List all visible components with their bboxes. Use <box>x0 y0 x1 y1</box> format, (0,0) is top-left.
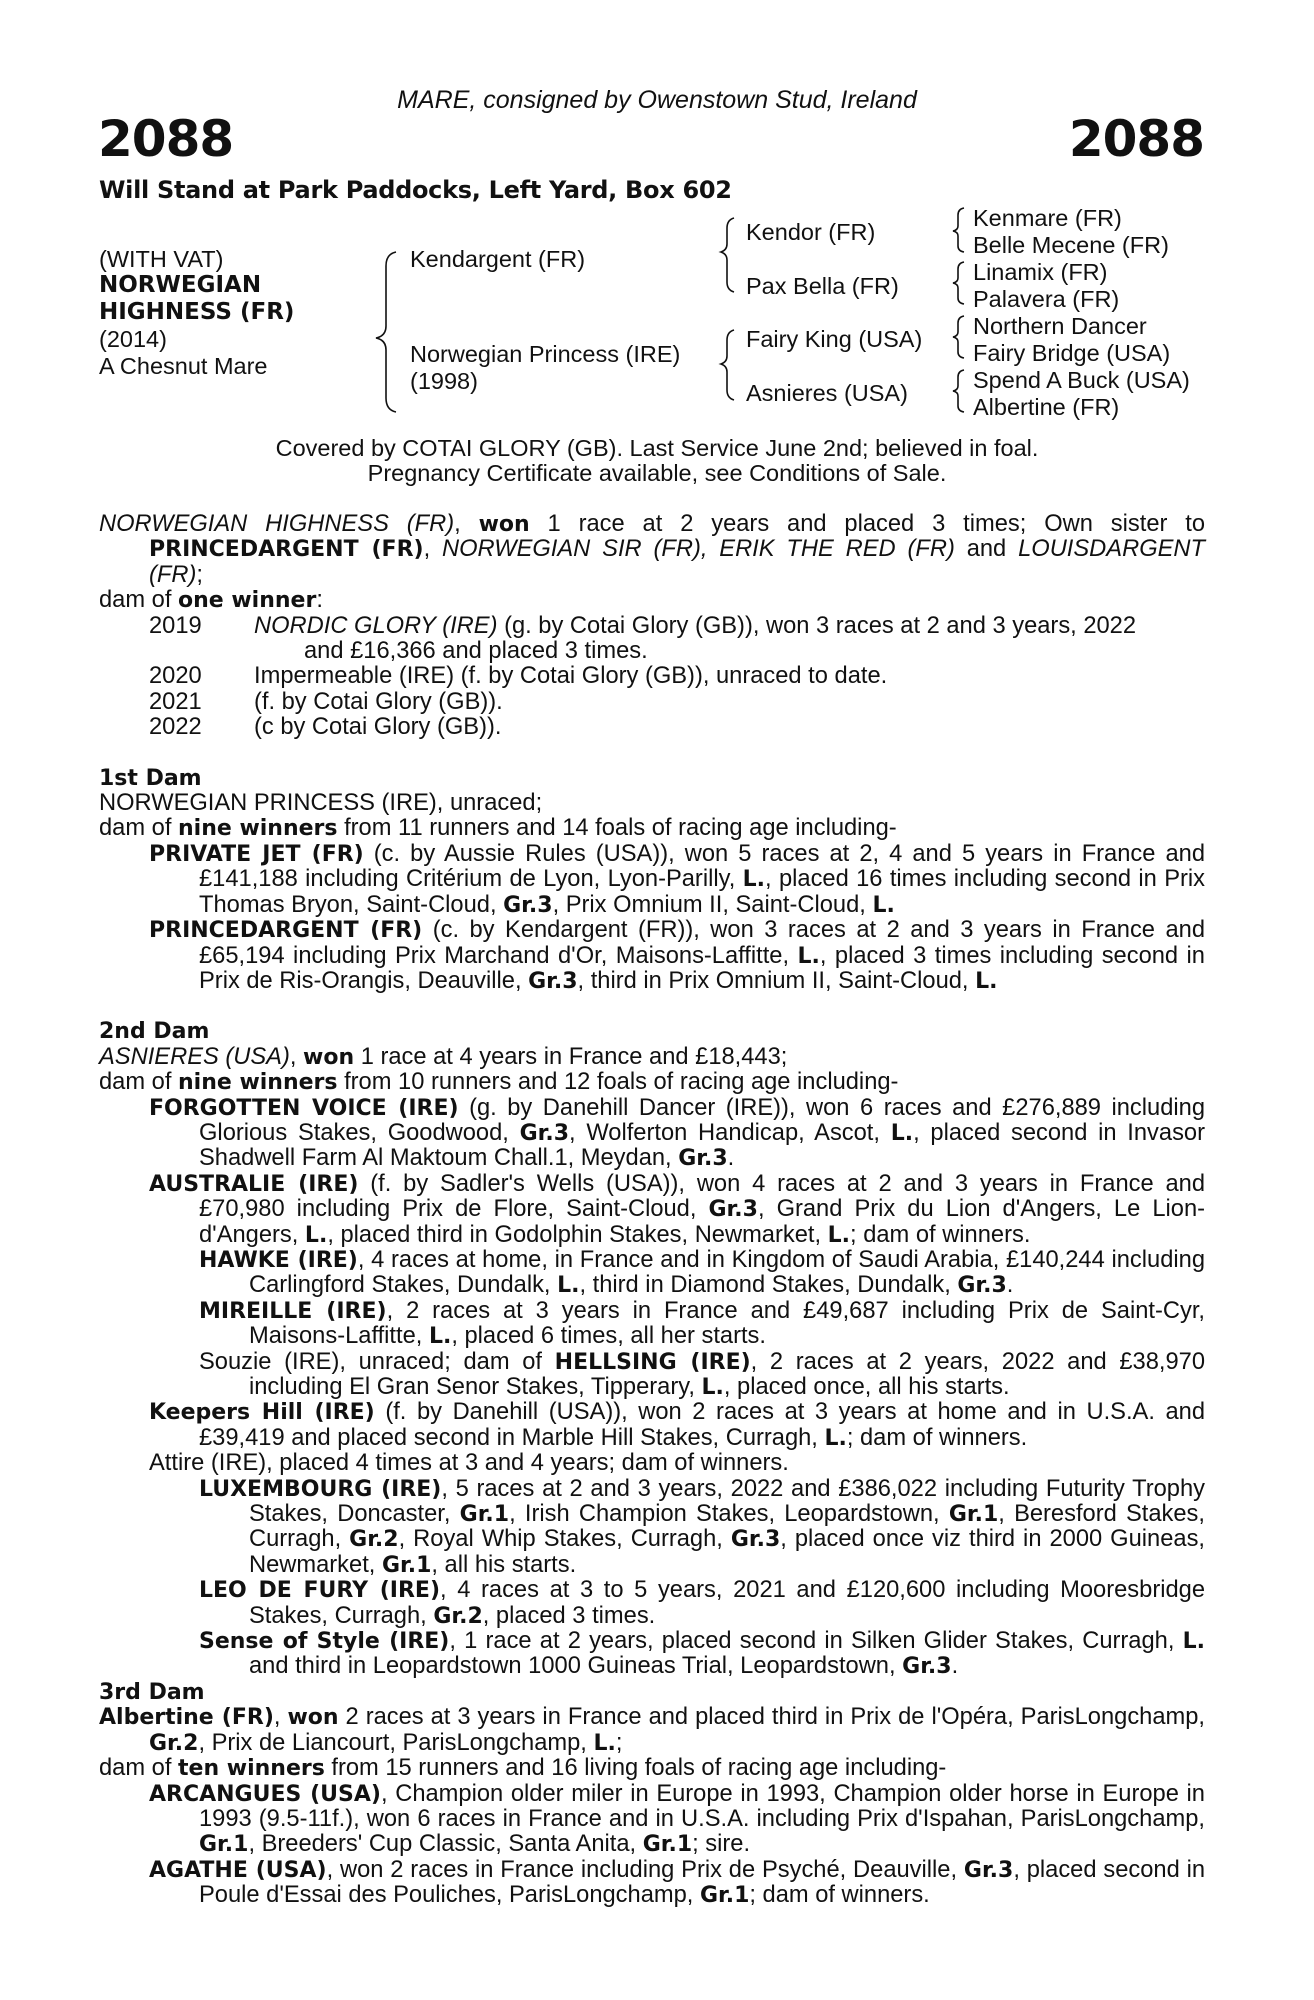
covered-line: Covered by COTAI GLORY (GB). Last Service June 2nd; believed in foal. <box>275 435 1039 461</box>
brace-ds <box>953 316 964 358</box>
third-dam-line: Albertine (FR), won 2 races at 3 years in France and placed third in Prix de l'Opéra, ParisLongchamp, Gr.2, Prix de Liancourt, ParisLongchamp, L.; <box>99 1704 1205 1756</box>
foal-row: 2019 NORDIC GLORY (IRE) (g. by Cotai Glory (GB)), won 3 races at 2 and 3 years, 2022 and £16,366 and placed 3 times. <box>149 612 1137 665</box>
pedigree-gg-6: Fairy Bridge (USA) <box>973 340 1171 366</box>
pedigree-gg-8: Albertine (FR) <box>973 394 1120 420</box>
pregnancy-line: Pregnancy Certificate available, see Conditions of Sale. <box>367 460 947 486</box>
first-dam-foal: PRINCEDARGENT (FR) (c. by Kendargent (FR)), won 3 races at 2 and 3 years in France and £65,194 including Prix Marchand d'Or, Maisons-Laffitte, L., placed 3 times including second in Prix de Ris-Orangis, Deauville, Gr.3, third in Prix Omnium II, Saint-Cloud, L. <box>149 917 1205 994</box>
first-dam-produce: dam of nine winners from 11 runners and 14 foals of racing age including- <box>99 815 897 842</box>
lot-number-right: 2088 <box>1068 110 1204 168</box>
pedigree-sire-sire: Kendor (FR) <box>746 219 876 245</box>
horse-summary: NORWEGIAN HIGHNESS (FR), won 1 race at 2 years and placed 3 times; Own sister to PRINCEDARGENT (FR), NORWEGIAN SIR (FR), ERIK THE RED (FR) and LOUISDARGENT (FR); <box>99 511 1206 588</box>
brace-dam <box>721 330 734 400</box>
third-dam-foal: AGATHE (USA), won 2 races in France including Prix de Psyché, Deauville, Gr.3, placed second in Poule d'Essai des Pouliches, ParisLongchamp, Gr.1; dam of winners. <box>149 1856 1206 1909</box>
brace-dd <box>953 370 964 412</box>
second-dam-line: ASNIERES (USA), won 1 race at 4 years in France and £18,443; <box>99 1043 788 1070</box>
pedigree-gg-1: Kenmare (FR) <box>973 205 1122 231</box>
second-dam-foal: AUSTRALIE (IRE) (f. by Sadler's Wells (USA)), won 4 races at 2 and 3 years in France and £70,980 including Prix de Flore, Saint-Cloud, Gr.3, Grand Prix du Lion d'Angers, Le Lion-d'Angers, L., placed third in Godolphin Stakes, Newmarket, L.; dam of winners. <box>149 1170 1206 1248</box>
grand-produce: LUXEMBOURG (IRE), 5 races at 2 and 3 years, 2022 and £386,022 including Futurity Trophy Stakes, Doncaster, Gr.1, Irish Champion Stakes, Leopardstown, Gr.1, Beresford Stakes, Curragh, Gr.2, Royal Whip Stakes, Curragh, Gr.3, placed once viz third in 2000 Guineas, Newmarket, Gr.1, all his starts. <box>199 1475 1205 1578</box>
third-dam-produce: dam of ten winners from 15 runners and 16 living foals of racing age including- <box>99 1755 947 1782</box>
horse-name-line2: HIGHNESS (FR) <box>99 299 295 325</box>
brace-sd <box>953 262 964 304</box>
first-dam-heading: 1st Dam <box>99 765 202 791</box>
grand-produce: MIREILLE (IRE), 2 races at 3 years in France and £49,687 including Prix de Saint-Cyr, Maisons-Laffitte, L., placed 6 times, all her starts. <box>199 1297 1205 1350</box>
second-dam-produce: dam of nine winners from 10 runners and 12 foals of racing age including- <box>99 1069 899 1096</box>
second-dam-foal: Keepers Hill (IRE) (f. by Danehill (USA)), won 2 races at 3 years at home and in U.S.A. and £39,419 and placed second in Marble Hill Stakes, Curragh, L.; dam of winners. <box>149 1399 1206 1451</box>
pedigree-gg-3: Linamix (FR) <box>973 259 1108 285</box>
produce-record <box>99 512 1205 1909</box>
grand-produce: LEO DE FURY (IRE), 4 races at 3 to 5 years, 2021 and £120,600 including Mooresbridge Stakes, Curragh, Gr.2, placed 3 times. <box>199 1577 1205 1629</box>
horse-description: A Chesnut Mare <box>99 353 268 379</box>
stand-location: Will Stand at Park Paddocks, Left Yard, Box 602 <box>99 176 732 204</box>
grand-produce: HAWKE (IRE), 4 races at home, in France and in Kingdom of Saudi Arabia, £140,244 including Carlingford Stakes, Dundalk, L., third in Diamond Stakes, Dundalk, Gr.3. <box>199 1246 1205 1299</box>
consignor-line: MARE, consigned by Owenstown Stud, Ireland <box>397 86 917 114</box>
third-dam-foal: ARCANGUES (USA), Champion older miler in Europe in 1993, Champion older horse in Europe in 1993 (9.5-11f.), won 6 races in France and in U.S.A. including Prix d'Ispahan, ParisLongchamp, Gr.1, Breeders' Cup Classic, Santa Anita, Gr.1; sire. <box>149 1780 1205 1858</box>
pedigree-dam-dam: Asnieres (USA) <box>746 380 908 406</box>
grand-produce: Sense of Style (IRE), 1 race at 2 years, placed second in Silken Glider Stakes, Curragh, L. and third in Leopardstown 1000 Guineas Trial, Leopardstown, Gr.3. <box>199 1628 1205 1680</box>
second-dam-foal: Attire (IRE), placed 4 times at 3 and 4 years; dam of winners. <box>149 1450 789 1477</box>
dam-of-line: dam of one winner: <box>99 587 323 614</box>
brace-main <box>376 252 396 412</box>
pedigree-dam-sire: Fairy King (USA) <box>746 326 923 352</box>
pedigree-sire-dam: Pax Bella (FR) <box>746 273 899 299</box>
second-dam-heading: 2nd Dam <box>99 1019 210 1045</box>
third-dam-heading: 3rd Dam <box>99 1679 205 1705</box>
first-dam-line: NORWEGIAN PRINCESS (IRE), unraced; <box>99 790 543 817</box>
brace-ss <box>953 208 964 252</box>
pedigree-gg-4: Palavera (FR) <box>973 286 1120 312</box>
pedigree-gg-5: Northern Dancer <box>973 313 1147 339</box>
foal-row: 2022 (c by Cotai Glory (GB)). <box>149 714 502 741</box>
pedigree-dam-year: (1998) <box>410 368 478 394</box>
second-dam-foal: FORGOTTEN VOICE (IRE) (g. by Danehill Dancer (IRE)), won 6 races and £276,889 including Glorious Stakes, Goodwood, Gr.3, Wolferton Handicap, Ascot, L., placed second in Invasor Shadwell Farm Al Maktoum Chall.1, Meydan, Gr.3. <box>149 1094 1205 1172</box>
horse-year: (2014) <box>99 326 167 352</box>
lot-number-left: 2088 <box>98 110 234 168</box>
covered-info <box>0 436 1314 486</box>
pedigree-dam: Norwegian Princess (IRE) <box>410 341 681 367</box>
horse-name-line1: NORWEGIAN <box>99 272 262 298</box>
first-dam-foal: PRIVATE JET (FR) (c. by Aussie Rules (USA)), won 5 races at 2, 4 and 5 years in France and £141,188 including Critérium de Lyon, Lyon-Parilly, L., placed 16 times including second in Prix Thomas Bryon, Saint-Cloud, Gr.3, Prix Omnium II, Saint-Cloud, L. <box>149 840 1206 918</box>
vat-note: (WITH VAT) <box>99 246 224 272</box>
foal-row: 2021 (f. by Cotai Glory (GB)). <box>149 688 503 715</box>
foal-row: 2020 Impermeable (IRE) (f. by Cotai Glory (GB)), unraced to date. <box>149 663 888 690</box>
pedigree-gg-7: Spend A Buck (USA) <box>973 367 1190 393</box>
pedigree-gg-2: Belle Mecene (FR) <box>973 232 1169 258</box>
brace-sire <box>721 218 734 292</box>
pedigree-sire: Kendargent (FR) <box>410 246 586 272</box>
grand-produce: Souzie (IRE), unraced; dam of HELLSING (IRE), 2 races at 2 years, 2022 and £38,970 including El Gran Senor Stakes, Tipperary, L., placed once, all his starts. <box>199 1348 1205 1400</box>
